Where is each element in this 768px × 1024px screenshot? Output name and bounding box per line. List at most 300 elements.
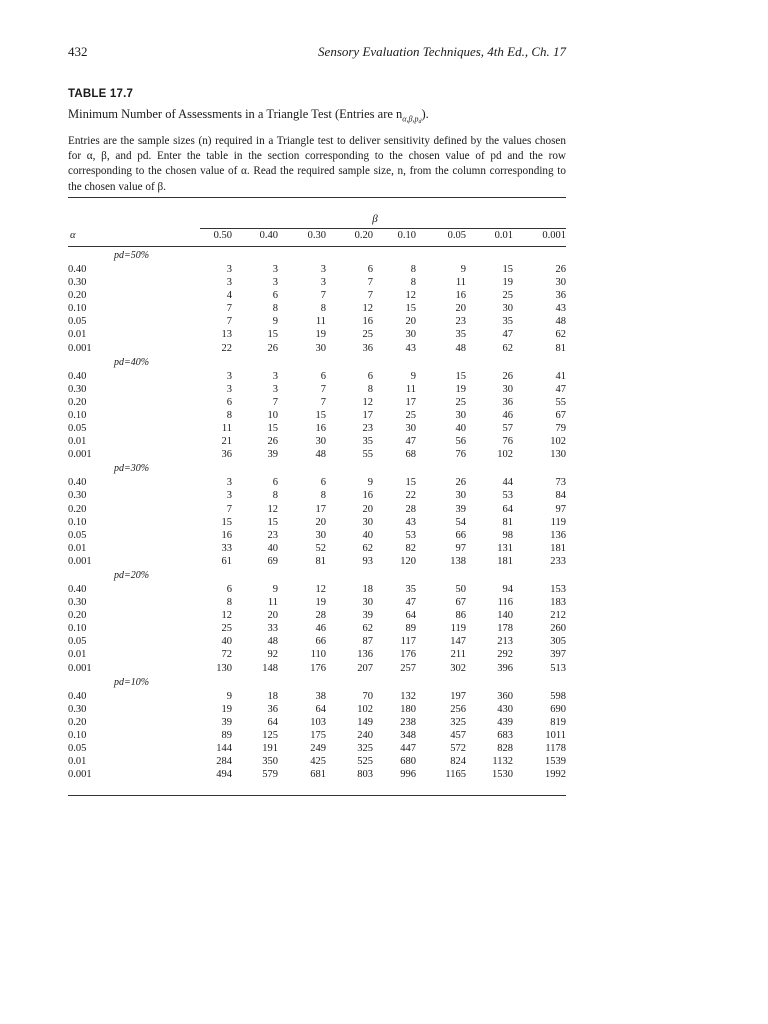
table-cell: 81 [502,516,513,528]
table-cell: 819 [550,716,566,728]
table-cell: 20 [267,610,278,622]
pd-label: pd=50% [114,250,150,261]
table-cell: 132 [400,690,416,702]
table-cell: 47 [502,329,513,341]
table-cell: 396 [497,662,513,674]
table-cell: 15 [267,516,278,528]
alpha-value: 0.10 [68,623,87,635]
alpha-value: 0.40 [68,370,87,382]
table-cell: 19 [221,703,232,715]
table-cell: 284 [216,756,232,768]
table-cell: 23 [267,529,278,541]
table-cell: 197 [450,690,466,702]
alpha-value: 0.30 [68,277,87,289]
table-cell: 211 [450,649,466,661]
table-row [68,755,566,768]
table-cell: 20 [455,303,466,315]
table-cell: 996 [400,769,416,781]
table-cell: 17 [315,503,326,515]
table-cell: 513 [550,662,566,674]
table-row [68,448,566,461]
table-cell: 397 [550,649,566,661]
alpha-value: 0.40 [68,583,87,595]
table-cell: 15 [405,303,416,315]
table-cell: 8 [226,597,232,609]
table-cell: 457 [450,729,466,741]
table-row [68,435,566,448]
table-cell: 213 [497,636,513,648]
table-cell: 40 [362,529,373,541]
table-row [68,622,566,635]
table-cell: 8 [410,264,416,275]
table-cell: 26 [267,436,278,448]
table-cell: 72 [221,649,232,661]
table-cell: 176 [400,649,416,661]
table-cell: 144 [216,743,232,754]
table-row [68,716,566,729]
table-cell: 110 [310,649,326,661]
table-cell: 36 [267,703,278,715]
table-cell: 11 [315,316,326,328]
table-cell: 12 [221,610,232,622]
table-cell: 3 [226,383,232,395]
table-cell: 30 [455,409,466,421]
table-cell: 8 [367,383,373,395]
table-cell: 119 [550,516,566,528]
column-header: 0.10 [397,230,416,241]
alpha-value: 0.001 [68,769,92,781]
table-cell: 9 [272,316,278,328]
table-cell: 62 [362,623,373,635]
table-cell: 11 [455,277,466,289]
table-cell: 70 [362,690,373,702]
table-row [68,370,566,383]
table-cell: 1992 [545,769,566,781]
table-row [68,742,566,755]
alpha-value: 0.30 [68,597,87,609]
table-row [68,662,566,675]
table-title-end: ). [421,107,429,121]
beta-header: β [372,213,378,225]
table-cell: 325 [450,716,466,728]
table-cell: 20 [315,516,326,528]
alpha-value: 0.01 [68,329,87,341]
table-cell: 16 [455,290,466,302]
column-header: 0.05 [447,230,466,241]
alpha-value: 0.10 [68,516,87,528]
table-row [68,609,566,622]
table-cell: 8 [410,277,416,289]
table-cell: 3 [226,370,232,382]
pd-section [68,675,566,782]
table-cell: 212 [550,610,566,622]
table-cell: 17 [362,409,373,421]
table-row [68,635,566,648]
table-cell: 28 [405,503,416,515]
table-cell: 41 [555,370,566,382]
table-cell: 62 [502,342,513,354]
table-cell: 36 [502,396,513,408]
alpha-value: 0.20 [68,716,87,728]
table-cell: 9 [226,690,232,702]
table-cell: 39 [455,503,466,515]
table-cell: 439 [497,716,513,728]
table-cell: 19 [502,277,513,289]
table-cell: 149 [357,716,373,728]
table-cell: 47 [405,597,416,609]
table-cell: 16 [362,316,373,328]
table-cell: 120 [400,555,416,567]
table-cell: 579 [262,769,278,781]
table-row [68,489,566,502]
table-cell: 8 [272,490,278,502]
table-cell: 7 [320,290,326,302]
pd-section [68,355,566,462]
table-cell: 6 [226,583,232,595]
table-cell: 240 [357,729,373,741]
table-cell: 12 [362,303,373,315]
alpha-value: 0.01 [68,649,87,661]
alpha-value: 0.001 [68,342,92,354]
alpha-value: 0.30 [68,383,87,395]
table-cell: 130 [216,662,232,674]
table-cell: 6 [320,477,326,489]
table-cell: 35 [362,436,373,448]
table-cell: 84 [555,490,566,502]
table-cell: 26 [555,264,566,275]
table-cell: 181 [550,542,566,554]
table-cell: 87 [362,636,373,648]
table-row [68,690,566,703]
alpha-value: 0.20 [68,610,87,622]
table-cell: 8 [226,409,232,421]
table-cell: 67 [555,409,566,421]
column-header: 0.001 [542,230,566,241]
pd-section [68,568,566,675]
table-cell: 681 [310,769,326,781]
table-cell: 30 [405,329,416,341]
table-cell: 102 [357,703,373,715]
table-cell: 76 [455,449,466,461]
table-cell: 233 [550,555,566,567]
table-row [68,422,566,435]
table-row [68,276,566,289]
table-cell: 18 [362,583,373,595]
table-cell: 30 [502,303,513,315]
table-cell: 136 [357,649,373,661]
table-cell: 79 [555,423,566,435]
table-cell: 680 [400,756,416,768]
table-cell: 325 [357,743,373,754]
table-cell: 39 [267,449,278,461]
table-cell: 57 [502,423,513,435]
table-cell: 69 [267,555,278,567]
table-cell: 61 [221,555,232,567]
pd-section [68,248,566,355]
table-row [68,503,566,516]
table-row [68,328,566,341]
table-cell: 30 [362,597,373,609]
table-cell: 9 [272,583,278,595]
alpha-value: 0.20 [68,503,87,515]
table-row [68,583,566,596]
table-cell: 12 [267,503,278,515]
table-cell: 148 [262,662,278,674]
table-cell: 348 [400,729,416,741]
table-cell: 40 [267,542,278,554]
table-cell: 147 [450,636,466,648]
table-cell: 35 [405,583,416,595]
table-cell: 97 [455,542,466,554]
table-cell: 7 [226,503,232,515]
table-cell: 36 [221,449,232,461]
table-cell: 6 [367,264,373,275]
alpha-header: α [70,230,76,241]
table-cell: 12 [362,396,373,408]
table-cell: 89 [221,729,232,741]
table-cell: 6 [272,477,278,489]
table-row [68,542,566,555]
table-cell: 119 [450,623,466,635]
table-cell: 89 [405,623,416,635]
table-cell: 15 [502,264,513,275]
table-cell: 81 [315,555,326,567]
table-cell: 7 [367,277,373,289]
column-header: 0.01 [494,230,513,241]
table-cell: 136 [550,529,566,541]
alpha-value: 0.05 [68,423,87,435]
table-cell: 7 [320,396,326,408]
table-cell: 3 [272,264,278,275]
table-cell: 25 [221,623,232,635]
table-cell: 6 [272,290,278,302]
column-header: 0.30 [307,230,326,241]
table-cell: 47 [405,436,416,448]
pd-section [68,461,566,568]
table-cell: 26 [267,342,278,354]
alpha-value: 0.10 [68,409,87,421]
alpha-value: 0.05 [68,743,87,754]
table-row [68,516,566,529]
table-cell: 46 [315,623,326,635]
page-header [68,44,566,64]
table-cell: 15 [267,423,278,435]
table-cell: 23 [362,423,373,435]
table-cell: 181 [497,555,513,567]
table-cell: 7 [320,383,326,395]
table-row [68,529,566,542]
table-cell: 53 [502,490,513,502]
alpha-value: 0.30 [68,703,87,715]
table-cell: 64 [405,610,416,622]
table-cell: 260 [550,623,566,635]
table-cell: 81 [555,342,566,354]
table-cell: 178 [497,623,513,635]
table-cell: 4 [226,290,232,302]
column-header: 0.40 [259,230,278,241]
table-cell: 8 [320,303,326,315]
table-cell: 824 [450,756,466,768]
table-cell: 430 [497,703,513,715]
table-cell: 93 [362,555,373,567]
table-cell: 8 [320,490,326,502]
table-cell: 3 [272,370,278,382]
table-cell: 40 [221,636,232,648]
table-cell: 3 [226,477,232,489]
table-cell: 9 [410,370,416,382]
table-cell: 39 [362,610,373,622]
table-cell: 15 [267,329,278,341]
table-cell: 828 [497,743,513,754]
table-cell: 9 [367,477,373,489]
table-cell: 22 [221,342,232,354]
table-cell: 15 [221,516,232,528]
table-cell: 447 [400,743,416,754]
alpha-value: 0.01 [68,756,87,768]
table-cell: 7 [272,396,278,408]
table-title-subscript: α,β,p [402,114,419,124]
table-cell: 46 [502,409,513,421]
table-cell: 683 [497,729,513,741]
table-cell: 11 [221,423,232,435]
alpha-value: 0.10 [68,729,87,741]
table-cell: 15 [315,409,326,421]
table-cell: 43 [405,342,416,354]
table-cell: 1132 [492,756,513,768]
table-cell: 256 [450,703,466,715]
table-cell: 12 [315,583,326,595]
running-head: Sensory Evaluation Techniques, 4th Ed., Ch. 17 [318,44,566,59]
table-cell: 183 [550,597,566,609]
table-cell: 40 [455,423,466,435]
table-cell: 98 [502,529,513,541]
table-cell: 598 [550,690,566,702]
table-cell: 175 [310,729,326,741]
table-cell: 62 [555,329,566,341]
table-cell: 13 [221,329,232,341]
table-cell: 803 [357,769,373,781]
table-cell: 36 [555,290,566,302]
table-cell: 3 [226,277,232,289]
table-cell: 140 [497,610,513,622]
table-cell: 19 [315,597,326,609]
table-cell: 97 [555,503,566,515]
table-cell: 23 [455,316,466,328]
bottom-rule [68,795,566,796]
table-cell: 1178 [545,743,566,754]
table-cell: 10 [267,409,278,421]
table-row [68,302,566,315]
table-row [68,596,566,609]
table-cell: 3 [272,277,278,289]
alpha-value: 0.20 [68,290,87,302]
table-cell: 131 [497,542,513,554]
table-cell: 25 [455,396,466,408]
table-cell: 572 [450,743,466,754]
table-cell: 55 [555,396,566,408]
table-cell: 6 [367,370,373,382]
table-cell: 8 [272,303,278,315]
table-cell: 102 [550,436,566,448]
table-cell: 30 [315,529,326,541]
table-cell: 56 [455,436,466,448]
table-cell: 30 [455,490,466,502]
table-cell: 62 [362,542,373,554]
table-cell: 20 [362,503,373,515]
table-label: TABLE 17.7 [68,88,134,100]
table-cell: 35 [502,316,513,328]
alpha-value: 0.20 [68,396,87,408]
table-cell: 48 [315,449,326,461]
table-cell: 292 [497,649,513,661]
table-cell: 125 [262,729,278,741]
alpha-value: 0.30 [68,490,87,502]
table-row [68,263,566,276]
table-cell: 249 [310,743,326,754]
pd-label: pd=20% [114,569,150,581]
table-cell: 66 [315,636,326,648]
top-rule [68,197,566,198]
table-title-text: Minimum Number of Assessments in a Triangle Test (Entries are n [68,107,403,121]
table-cell: 11 [405,383,416,395]
table-cell: 305 [550,636,566,648]
table-cell: 64 [315,703,326,715]
alpha-value: 0.10 [68,303,87,315]
table-cell: 6 [226,396,232,408]
table-cell: 19 [455,383,466,395]
table-cell: 43 [555,303,566,315]
table-cell: 35 [455,329,466,341]
pd-label: pd=30% [114,463,150,475]
table-cell: 30 [555,277,566,289]
pd-label: pd=40% [114,356,150,368]
table-cell: 68 [405,449,416,461]
table-cell: 191 [262,743,278,754]
table-cell: 130 [550,449,566,461]
table-cell: 117 [400,636,416,648]
alpha-value: 0.05 [68,316,87,328]
table-cell: 18 [267,690,278,702]
header-rule [68,246,566,247]
table-cell: 7 [226,316,232,328]
table-cell: 102 [497,449,513,461]
table-cell: 3 [272,383,278,395]
table-body [68,248,566,781]
table-cell: 48 [555,316,566,328]
table-cell: 1539 [545,756,566,768]
table-cell: 12 [405,290,416,302]
alpha-value: 0.40 [68,477,87,489]
table-cell: 494 [216,769,232,781]
table-cell: 30 [405,423,416,435]
table-cell: 28 [315,610,326,622]
table-cell: 3 [320,277,326,289]
table-cell: 26 [455,477,466,489]
table-cell: 30 [315,436,326,448]
table-cell: 7 [226,303,232,315]
alpha-value: 0.05 [68,636,87,648]
table-row [68,289,566,302]
table-cell: 360 [497,690,513,702]
table-cell: 94 [502,583,513,595]
table-cell: 47 [555,383,566,395]
table-row [68,768,566,781]
table-cell: 3 [226,490,232,502]
table-cell: 15 [405,477,416,489]
table-cell: 525 [357,756,373,768]
table-cell: 19 [315,329,326,341]
table-title-subscript-d: d [418,119,422,125]
